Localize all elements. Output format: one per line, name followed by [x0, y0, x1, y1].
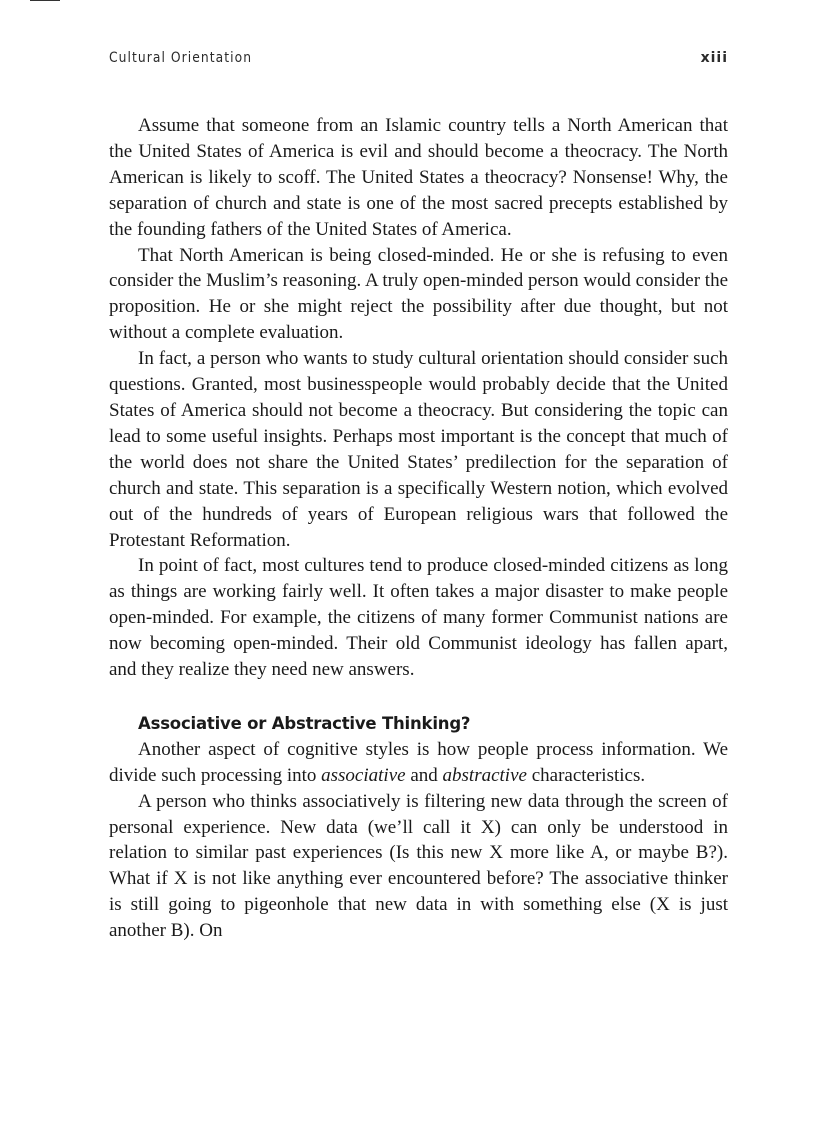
paragraph-text: and [405, 764, 443, 786]
paragraph-text: Another aspect of cognitive styles is how people process information. We divide such processing into [109, 738, 728, 786]
body-text [109, 113, 728, 944]
subheading: Associative or Abstractive Thinking? [138, 713, 471, 733]
paragraph: A person who thinks associatively is filtering new data through the screen of personal experience. New data (we’ll call it X) can only be understood in relation to similar past experiences (Is this new X more like A, or maybe B?). What if X is not like anything ever encountered before? The associative thinker is still going to pigeonhole that new data in with something else (X is just another B). On [109, 790, 728, 942]
paragraph: That North American is being closed-minded. He or she is refusing to even consider the Muslim’s reasoning. A truly open-minded person would consider the proposition. He or she might reject the possibility after due thought, but not without a complete evaluation. [109, 244, 728, 344]
running-head-title: Cultural Orientation [109, 50, 253, 66]
corner-rule [30, 0, 60, 1]
term-associative: associative [321, 764, 406, 786]
paragraph: In fact, a person who wants to study cultural orientation should consider such questions. Granted, most businesspeople would probably decide that the United States of America should not become a theocracy. But considering the topic can lead to some useful insights. Perhaps most important is the concept that much of the world does not share the United States’ predilection for the separation of church and state. This separation is a specifically Western notion, which evolved out of the hundreds of years of European religious wars that followed the Protestant Reformation. [109, 348, 728, 551]
page-number: xiii [700, 50, 728, 66]
term-abstractive: abstractive [442, 764, 527, 786]
paragraph-text: characteristics. [526, 764, 646, 786]
paragraph [109, 737, 728, 789]
paragraph: Assume that someone from an Islamic country tells a North American that the United States of America is evil and should become a theocracy. The North American is likely to scoff. The United States a theocracy? Nonsense! Why, the separation of church and state is one of the most sacred precepts established by the founding fathers of the United States of America. [109, 115, 728, 240]
paragraph: In point of fact, most cultures tend to produce closed-minded citizens as long as things are working fairly well. It often takes a major disaster to make people open-minded. For example, the citizens of many former Communist nations are now becoming open-minded. Their old Communist ideology has fallen apart, and they realize they need new answers. [109, 555, 728, 681]
running-head [109, 50, 728, 70]
